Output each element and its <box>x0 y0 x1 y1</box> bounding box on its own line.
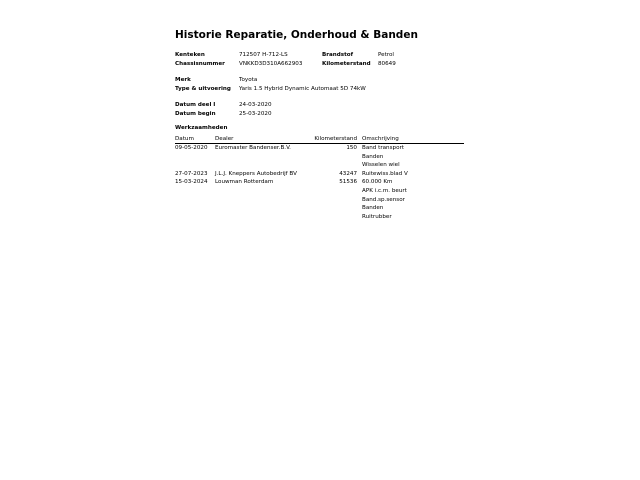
table-header <box>175 135 464 144</box>
type-label: Type & uitvoering <box>175 86 231 92</box>
datum-deel-label: Datum deel I <box>175 102 216 108</box>
table-row <box>175 144 464 170</box>
page-title: Historie Reparatie, Onderhoud & Banden <box>175 29 418 41</box>
chassis-value: VNKKD3D310A662903 <box>239 61 303 67</box>
kenteken-value: 712507 H-712-LS <box>239 52 288 58</box>
omschrijving-line: Banden <box>362 205 384 212</box>
chassis-label: Chassisnummer <box>175 61 225 67</box>
merk-value: Toyota <box>239 77 258 83</box>
omschrijving-line: Wisselen wiel <box>362 162 400 169</box>
table-row <box>175 178 464 221</box>
datum-deel-value: 24-03-2020 <box>239 102 272 108</box>
cell-datum: 27-07-2023 <box>175 170 208 177</box>
datum-begin-value: 25-03-2020 <box>239 111 272 117</box>
omschrijving-line: Ruitrubber <box>362 213 392 220</box>
km-value: 80649 <box>378 61 396 67</box>
header-omschrijving: Omschrijving <box>362 136 399 142</box>
cell-dealer: J.L.J. Kneppers Autobedrijf BV <box>215 170 297 177</box>
type-value: Yaris 1.5 Hybrid Dynamic Automaat 5D 74kW <box>239 86 366 92</box>
omschrijving-line: 60.000 Km <box>362 179 393 186</box>
header-dealer: Dealer <box>215 136 234 142</box>
cell-omschrijving <box>362 178 407 221</box>
datum-begin-label: Datum begin <box>175 111 216 117</box>
cell-omschrijving <box>362 144 404 170</box>
werkzaamheden-title: Werkzaamheden <box>175 125 228 131</box>
table-body <box>175 144 464 221</box>
cell-kilometerstand: 43247 <box>339 170 357 177</box>
header-datum: Datum <box>175 136 194 142</box>
cell-datum: 15-03-2024 <box>175 179 208 186</box>
cell-dealer: Louwman Rotterdam <box>215 179 274 186</box>
werkzaamheden-table <box>175 135 464 221</box>
omschrijving-line: Band.sp.sensor <box>362 196 405 203</box>
brandstof-value: Petrol <box>378 52 394 58</box>
brandstof-label: Brandstof <box>322 52 354 58</box>
cell-omschrijving <box>362 170 408 179</box>
merk-label: Merk <box>175 77 191 83</box>
omschrijving-line: Banden <box>362 153 384 160</box>
header-kilometerstand: Kilometerstand <box>314 136 357 142</box>
km-label: Kilometerstand <box>322 61 371 67</box>
table-row <box>175 170 464 179</box>
cell-datum: 09-05-2020 <box>175 145 208 151</box>
omschrijving-line: Ruitewiss.blad V <box>362 170 408 177</box>
omschrijving-line: APK i.c.m. beurt <box>362 187 407 194</box>
cell-kilometerstand: 51536 <box>339 179 357 186</box>
cell-dealer: Euromaster Bandenser.B.V. <box>215 145 291 151</box>
omschrijving-line: Band transport <box>362 145 404 151</box>
cell-kilometerstand: 150 <box>346 145 357 151</box>
kenteken-label: Kenteken <box>175 52 205 58</box>
